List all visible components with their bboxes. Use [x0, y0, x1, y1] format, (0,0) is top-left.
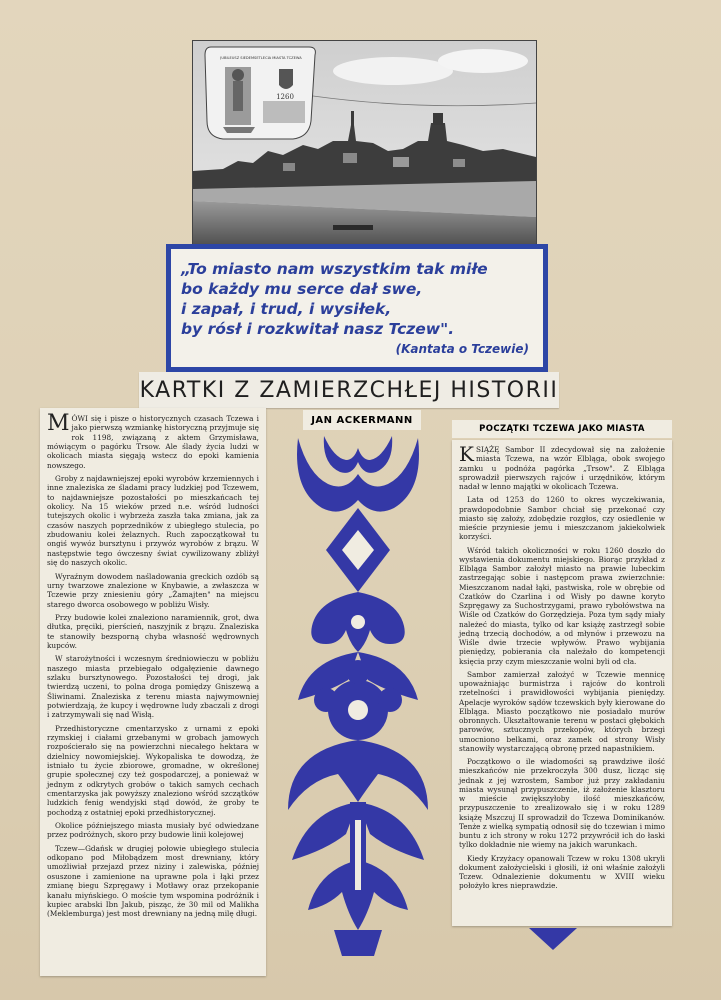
quote-line-1: „To miasto nam wszystkim tak miłe: [181, 260, 488, 278]
left-article: [40, 408, 266, 976]
author-name: JAN ACKERMANN: [303, 410, 421, 430]
right-paragraph-5: Początkowo o ile wiadomości są prawdziwe ilość mieszkańców nie przekroczyła 300 dusz, licząc się jednak z jej wzrostem, Sambor już przy zakładaniu miasta wysunął przypuszczenie, iż założenie klasztoru w mieście zwiększyłoby ilość mieszkańców, przypuszczenie to zrealizowało się i w roku 1289 książę Mszczuj II sprowadził do Tczewa Dominikanów. Tenże z wielką sympatią odnosił się do tczewian i mimo buntu z ich strony w roku 1272 przywrócił ich do łaski tylko dokładnie nie wiemy na jakich warunkach.: [459, 757, 665, 850]
quote-inner: [171, 249, 543, 367]
left-paragraph-2: Groby z najdawniejszej epoki wyrobów krzemiennych i inne znaleziska ze śladami pracy ludzkiej pod Tczewem, to najdawniejsze pozostałości po mieszkańcach tej okolicy. Na 15 wieków przed n.e. wśród ludności tutejszych okolic i wybrzeża zaszła taka zmiana, jak za czasów naszych poprzedników z ubiegłego stulecia, po zbudowaniu kolei żelaznych. Ruch zapoczątkował tu ongiś wywóz bursztynu i przywóz wyrobów z brązu. W następstwie tego ówczesny świat cywilizowany zbliżył się do naszych okolic.: [47, 474, 259, 568]
right-article: [452, 440, 672, 926]
main-title: KARTKI Z ZAMIERZCHŁEJ HISTORII: [139, 372, 559, 408]
quote-line-3: i zapał, i trud, i wysiłek,: [181, 300, 392, 318]
emblem-year: 1260: [276, 93, 294, 101]
left-paragraph-8: Tczew—Gdańsk w drugiej połowie ubiegłego stulecia odkopano pod Miłobądzem most drewniany, który umożliwiał przejazd przez niziny i zalewiska, później osuszone i zamienione na uprawne pola i łąki przez zmianę biegu Szpręgawy i Motławy oraz przekopanie kanału miyńskiego. O moście tym wspomina podróżnik i kupiec arabski Ibn Jakub, pisząc, że 30 mil od Malikha (Meklemburga) jest most drewniany na jedną milę długi.: [47, 843, 259, 919]
paper-cut-ornament: [278, 430, 438, 960]
left-paragraph-5: W starożytności i wczesnym średniowieczu w pobliżu naszego miasta przebiegało odgałęzienie dawnego szlaku bursztynowego. Pozostałości tej drogi, jak twierdzą uczeni, to polna droga pomiędzy Gniszewą a Śliwinami. Znaleziska z terenu miasta najwymowniej potwierdzają, że kupcy i wędrowne ludy zbaczali z drogi i zatrzymywali się nad Wisłą.: [47, 654, 259, 720]
left-paragraph-7: Okolice późniejszego miasta musiały być odwiedzane przez podróżnych, skoro przy budowie linii kolejowej: [47, 821, 259, 840]
right-dropcap: K: [459, 442, 474, 466]
left-paragraph-4: Przy budowie kolei znaleziono naramiennik, grot, dwa dłutka, pręciki, pierścień, naszyjnik z brązu. Znaleziska te stanowiły bezsporną chyba własność wędrownych kupców.: [47, 612, 259, 650]
right-paragraph-3: Wśród takich okoliczności w roku 1260 doszło do wystawienia dokumentu miejskiego. Biorąc przykład z Elbląga Sambor założył miasto na prawie lubeckim zastrzegając sobie i następcom prawa zwierzchnie: Mieszczanom nadał łąki, pastwiska, role w obrębie od Czatków do Czarlina i od Wisły po dawne koryto Szpręgawy za Suchostrzygami, prawo rybołówstwa na Wiśle od Czatków do Gorzędzieja. Poza tym sądy miały należeć do miasta, tylko od kar książę zastrzegł sobie jedną trzecią dochodów, a od młynów i przewozu na Wiśle dwie trzecie wpływów. Prawo wybijania pieniędzy, pobierania cła należało do kompetencji księcia przy czym mieszczanie wolni byli od cła.: [459, 545, 665, 666]
left-paragraph-1-text: ÓWI się i pisze o historycznych czasach Tczewa i jako pierwszą wzmiankę historyczną przyjmuje się rok 1198, związaną z aktem Grzymisława, mówiącym o pagórku Trsow. Ale ślady życia ludzi w okolicach miasta sięgają wstecz do epoki kamienia nowszego.: [47, 414, 259, 470]
right-paragraph-4: Sambor zamierzał założyć w Tczewie mennicę upoważniając burmistrza i rajców do kontroli rzetelności i prawidłowości wybijania pieniędzy. Apelacje wyroków sądów tczewskich były kierowane do Elbląga. Miasto początkowo nie posiadało murów obronnych. Ukształtowanie terenu w postaci głębokich parowów, sztucznych przekopów, których brzegi umocniono belkami, oraz zamek od strony Wisły stanowiły wystarczającą obronę przed napastnikiem.: [459, 669, 665, 753]
right-paragraph-2: Lata od 1253 do 1260 to okres wyczekiwania, prawdopodobnie Sambor chciał się przekonać czy miasto się założy, zdobędzie rozgłos, czy osiedlenie w mieście przyniesie jemu i mieszczanom jakiekolwiek korzyści.: [459, 495, 665, 542]
quote-line-2: bo każdy mu serce dał swe,: [181, 280, 423, 298]
emblem-card: [205, 47, 315, 139]
town-photo: [192, 40, 537, 250]
triangle-ornament: [529, 928, 577, 950]
right-paragraph-1-text: SIĄŻĘ Sambor II zdecydował się na założenie miasta Tczewa, na wzór Elbląga, obok swojego zamku u podnóża pagórka „Trsow". Z Elbląga sprowadził pierwszych rajców i urzędników, którym nadał w lenno majątki w okolicach Tczewa.: [459, 445, 665, 491]
quote-line-4: by rósł i rozkwitał nasz Tczew".: [181, 320, 455, 338]
emblem-caption: JUBILEUSZ SIEDEMSETLECIA MIASTA TCZEWA: [220, 56, 302, 60]
right-paragraph-6: Kiedy Krzyżacy opanowali Tczew w roku 1308 ukryli dokument założycielski i głosili, iż oni właśnie założyli Tczew. Odnalezienie dokumentu w XVIII wieku położyło kres nieprawdzie.: [459, 853, 665, 891]
left-dropcap: M: [47, 411, 70, 436]
left-paragraph-1: [47, 411, 259, 470]
left-paragraph-6: Przedhistoryczne cmentarzysko z urnami z epoki rzymskiej i ciałami grzebanymi w grobach jamowych rozpościerało się na powierzchni niecałego hektara w dzielnicy nowomiejskiej. Wykopaliska te dowodzą, że istniało tu życie zbiorowe, gromadne, w określonej grupie społecznej czy też gospodarczej, a ponieważ w jednym z odkrytych grobów o takich samych cechach cmentarzyska jak powyższy znaleziono wśród szczątków ludzkich fenig wendyjski stąd dowód, że groby te pochodzą z ostatniej epoki przedhistorycznej.: [47, 723, 259, 817]
right-paragraph-1: [459, 442, 665, 491]
right-article-title: POCZĄTKI TCZEWA JAKO MIASTA: [452, 420, 672, 438]
town-photo-drawing: [193, 41, 536, 249]
quote-box: [166, 244, 548, 372]
quote-source: (Kantata o Tczewie): [395, 342, 529, 356]
left-paragraph-3: Wyraźnym dowodem naśladowania greckich ozdób są urny twarzowe znalezione w Knybawie, a zwłaszcza w Tczewie przy zniesieniu góry „Żamajten" na miejscu starego dworca osobowego w pobliżu Wisły.: [47, 571, 259, 609]
